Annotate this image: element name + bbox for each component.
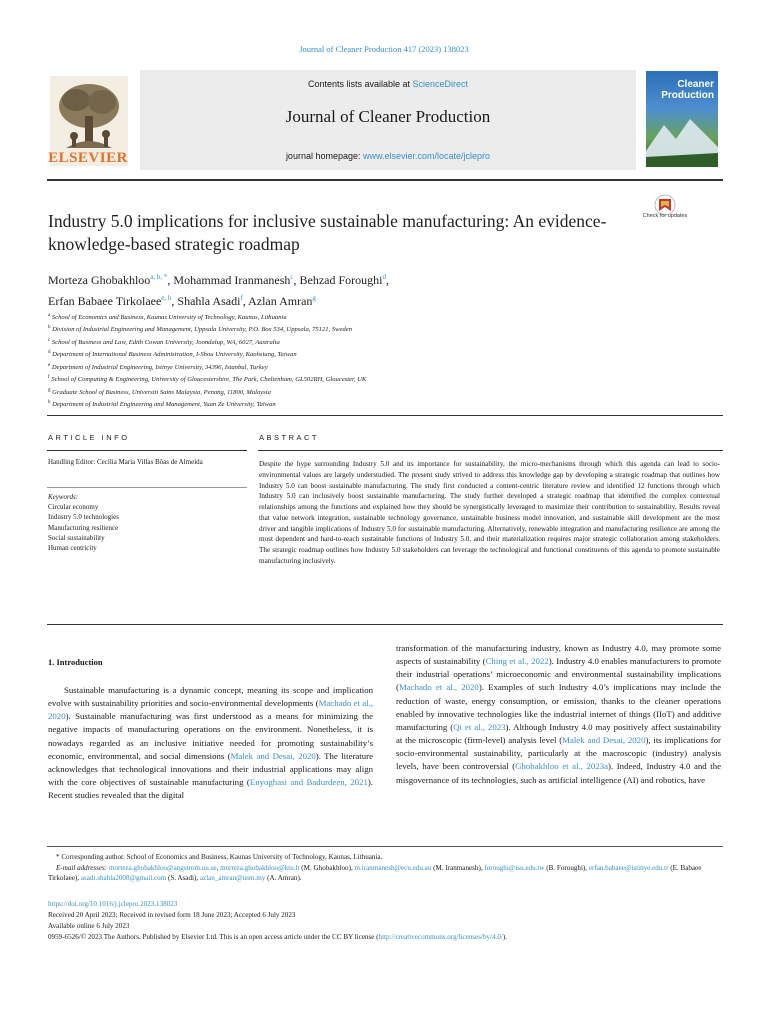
affiliation-text: Department of Industrial Engineering, Istinye University, 34396, Istanbul, Turkey [50,364,268,372]
email-label: E-mail addresses: [56,863,109,872]
affiliation-item [48,336,688,348]
affiliation-item [48,398,688,410]
abstract-bottom-rule [47,624,723,625]
affiliation-item [48,323,688,335]
license-line [48,932,720,943]
body-text: ). Industry 4.0 enables manufacturers to promote their industrial operations’ microeconomic and environmental sustainability implications ( [396,656,722,693]
citation-link[interactable]: Qi et al., 2023 [453,721,506,732]
author-name: Mohammad Iranmanesh [173,273,291,287]
publisher-wordmark: ELSEVIER [48,150,128,166]
keyword-item: Human centricity [48,544,97,553]
article-info-underline [47,450,247,451]
cover-mountain-icon [646,111,718,167]
affiliation-item [48,311,688,323]
header-rule [47,179,723,181]
journal-cover-image[interactable] [646,71,718,167]
affiliation-text: Department of Industrial Engineering and Management, Yuan Ze University, Taiwan [50,401,276,409]
introduction-heading: 1. Introduction [48,657,103,667]
homepage-link[interactable]: www.elsevier.com/locate/jclepro [363,151,491,161]
email-owner: (B. Foroughi), [544,863,589,872]
email-link[interactable]: morteza.ghobakhloo@angstrom.uu.se [108,863,217,872]
affiliation-text: Department of International Business Administration, I-Shou University, Kaohsiung, Taiwan [50,351,297,359]
check-for-updates-icon[interactable] [647,193,683,229]
body-text: ), its implications for socio-environmental sustainability, particularly at the macroscopic (industry) analysis levels, have been controversial ( [396,735,721,772]
affiliations-list [48,311,688,411]
abstract-heading: ABSTRACT [259,433,320,442]
affiliation-marker: g [48,387,51,393]
body-text: ). Sustainable manufacturing was first understood as a means for minimizing the negative impacts of manufacturing operations on the environment. Nonetheless, it is nowadays regarded as an inclusive initiative needed for promoting sustainability’s economic, environmental, and social dimensions ( [48,711,373,761]
email-owner: (M. Ghobakhloo), [299,863,355,872]
keyword-item: Manufacturing resilience [48,523,119,532]
footnotes [48,852,720,884]
body-text: ). Examples of such Industry 4.0’s implications may include the reduction of waste, energy consumption, or emission, thanks to the cleaner operations enabled by innovative technologies like the industrial internet of things (IIoT) and additive manufacturing ( [396,682,721,732]
affiliation-marker: c [48,337,51,343]
author-affiliation-marker[interactable]: d [382,273,386,281]
body-text: transformation of the manufacturing industry, known as Industry 4.0, may promote some aspects of sustainability ( [396,643,721,667]
intro-column-right [396,642,721,787]
received-dates: Received 20 April 2023; Received in revised form 18 June 2023; Accepted 6 July 2023 [48,910,296,919]
abstract-underline [258,450,723,451]
author-affiliation-marker[interactable]: a, b, * [150,273,168,281]
email-owner: (E. Babaee Tirkolaee), [48,863,702,883]
handling-editor: Handling Editor: Cecilia Maria Villas Bôas de Almeida [48,458,203,466]
affiliation-item [48,373,688,385]
author-affiliation-marker[interactable]: c [290,273,294,281]
affiliation-marker: h [48,400,51,406]
article-info-rule [47,415,723,416]
email-owner: (M. Iranmanesh), [431,863,485,872]
email-link[interactable]: azlan_amran@usm.my [199,874,266,883]
citation-link[interactable]: Machado et al., 2020 [398,682,479,693]
journal-title: Journal of Cleaner Production [285,107,491,126]
citation-link[interactable]: Malek and Desai, 2020 [562,735,646,746]
corresponding-author-note: * Corresponding author. School of Economics and Business, Kaunas University of Technology, Kaunas, Lithuania. [56,853,383,861]
keywords-list [48,502,248,553]
keywords-label: Keywords: [48,493,79,501]
affiliation-item [48,348,688,360]
author-affiliation-marker[interactable]: g [312,294,316,302]
keywords-rule [47,487,247,488]
cover-title: Cleaner Production [661,79,714,101]
author-separator: , [167,273,174,287]
author-separator: , [171,294,178,308]
author-name: Morteza Ghobakhloo [48,273,151,287]
license-suffix: ). [502,932,508,941]
email-link[interactable]: m.iranmanesh@ecu.edu.au [354,863,432,872]
article-info-heading: ARTICLE INFO [48,433,130,442]
author-separator: , [386,273,389,287]
email-owner: , [216,863,221,872]
affiliation-marker: b [48,325,51,331]
affiliation-text: School of Business and Law, Edith Cowan University, Joondalup, WA, 6027, Australia [50,339,280,347]
affiliation-marker: a [48,313,51,318]
email-link[interactable]: morteza.ghobakhloo@ktu.lt [220,863,300,872]
author-name: Shahla Asadi [177,294,241,308]
publication-info [48,899,720,943]
sciencedirect-link[interactable]: ScienceDirect [412,79,469,89]
homepage-prefix: journal homepage: [285,151,363,161]
author-name: Azlan Amran [248,294,313,308]
author-separator: , [293,273,300,287]
author-list [48,268,648,310]
body-text: ). Recent studies revealed that the digital [48,777,373,801]
online-date: Available online 6 July 2023 [48,921,130,930]
affiliation-item [48,386,688,398]
body-text: ). Although Industry 4.0 may positively affect sustainability at the microscopic (firm-level) analysis level ( [396,721,721,746]
author-affiliation-marker[interactable]: e, h [161,294,172,302]
keyword-item: Social sustainability [48,533,105,542]
citation-link[interactable]: Malek and Desai, 2020 [230,750,316,761]
affiliation-marker: e [48,362,51,368]
citation-link[interactable]: Enyoghasi and Badurdeen, 2021 [249,777,368,788]
body-text: Sustainable manufacturing is a dynamic concept, meaning its scope and implication evolve with sustainability priorities and socio-environmental developments ( [48,685,373,709]
abstract-text: Despite the hype surrounding Industry 5.0 and its importance for sustainability, the micro-mechanisms through which this agenda can lead to socio-environmental values are largely understudied. The present study strived to address this knowledge gap by developing a strategic roadmap that outlines how Industry 5.0 can boost sustainable manufacturing. The study first conducted a content-centric literature review and identified 12 functions through which Industry 5.0 can inclusively boost sustainable manufacturing. The study further developed a strategic roadmap that identified the complex contextual relationships among the functions and explained how they should be synergistically leveraged to maximize their contribution to sustainability. Results reveal that value network integration, sustainable technology governance, sustainable business model innovation, and sustainable skill development are the most driver and tangible implications of Industry 5.0 for sustainable manufacturing. Alternatively, renewable integration and manufacturing resilience are among the most dependent and hard-to-reach sustainable functions of Industry 5.0, and their materialization requires major strategic collaboration among stakeholders. The strategic roadmap outlines how Industry 5.0 stakeholders can leverage the technological and functional constituents of this agenda to promote sustainable manufacturing inclusively. [259,460,720,565]
footnote-rule [47,846,723,847]
doi-link[interactable]: https://doi.org/10.1016/j.jclepro.2023.138023 [48,900,178,908]
affiliation-text: Division of Industrial Engineering and Management, Uppsala University, P.O. Box 534, Uppsala, 75121, Sweden [50,326,353,334]
citation-link[interactable]: Ching et al., 2022 [485,656,549,667]
license-link[interactable]: http://creativecommons.org/licenses/by/4.0/ [378,932,503,941]
keyword-item: Industry 5.0 technologies [48,513,119,522]
author-name: Behzad Foroughi [299,273,383,287]
article-title: Industry 5.0 implications for inclusive sustainable manufacturing: An evidence-knowledge-based strategic roadmap [48,211,607,254]
affiliation-text: School of Computing & Engineering, University of Gloucestershire, The Park, Cheltenham, GL502RH, Gloucester, UK [49,376,367,384]
body-text: ). The literature acknowledges that technological innovations and their industrial applications may align with the core objectives of sustainable manufacturing ( [48,750,373,788]
author-affiliation-marker[interactable]: f [240,294,243,302]
license-prefix: 0959-6526/© 2023 The Authors. Published by Elsevier Ltd. This is an open access article under the CC BY license ( [48,932,379,941]
affiliation-marker: d [48,350,51,356]
email-link[interactable]: foroughi@isu.edu.tw [484,863,545,872]
author-name: Erfan Babaee Tirkolaee [48,294,162,308]
email-addresses [48,863,720,884]
keywords-block [48,492,248,553]
citation-link[interactable]: Ghobakhloo et al., 2023a [515,761,609,772]
email-owner: (S. Asadi), [166,874,200,883]
contents-line [140,79,636,89]
intro-column-left [48,684,373,802]
affiliation-text: Graduate School of Business, Universiti Sains Malaysia, Penang, 11800, Malaysia [50,389,271,397]
author-separator: , [242,294,249,308]
check-for-updates-label[interactable]: Check for updates [642,213,688,219]
contents-prefix: Contents lists available at [307,79,413,89]
affiliation-marker: f [48,375,50,381]
affiliation-item [48,361,688,373]
body-text: ). Indeed, Industry 4.0 and the misgovernance of its technologies, such as artificial intelligence (AI) and robotics, have [396,761,721,785]
journal-homepage-line [140,151,636,161]
running-head[interactable]: Journal of Cleaner Production 417 (2023) 138023 [299,44,469,54]
keyword-item: Circular economy [48,503,99,512]
email-owner: (A. Amran). [265,874,302,883]
citation-link[interactable]: Machado et al., 2020 [48,698,373,722]
email-link[interactable]: erfan.babaee@istinye.edu.tr [588,863,669,872]
affiliation-text: School of Economics and Business, Kaunas University of Technology, Kaunas, Lithuania [50,314,287,322]
email-link[interactable]: asadi.shahla2008@gmail.com [80,874,167,883]
